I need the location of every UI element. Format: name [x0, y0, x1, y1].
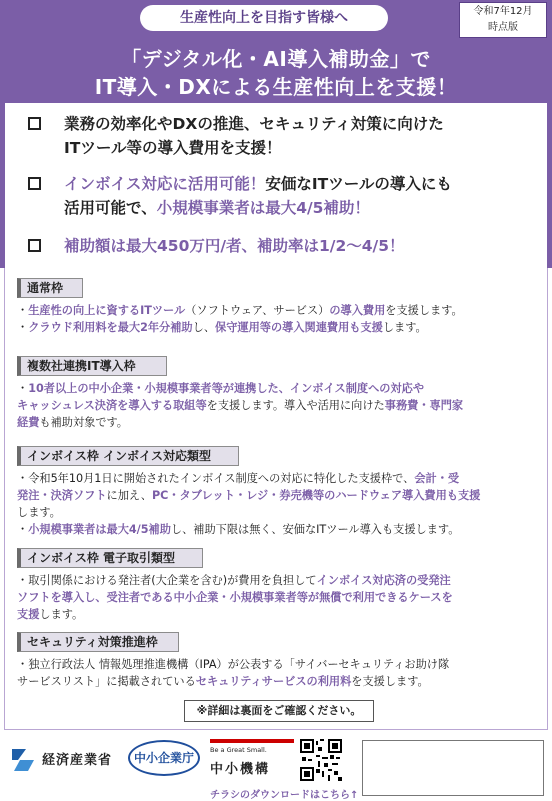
sme-agency-logo: 中小企業庁 — [128, 740, 200, 776]
bullet-item — [28, 112, 540, 160]
checkbox-square-icon — [28, 177, 41, 190]
body-text: ・ — [17, 304, 29, 317]
edition-badge — [459, 2, 547, 38]
download-link[interactable]: チラシのダウンロードはこちら↑ — [210, 790, 359, 801]
bullet-highlight: 補助額は最大450万円/者、補助率は1/2～4/5！ — [64, 237, 405, 255]
section-line — [17, 397, 539, 414]
body-text: し、 — [192, 321, 216, 334]
section-title: セキュリティ対策推進枠 — [17, 632, 179, 652]
body-text: し、補助下限は無く、安価なITツール導入も支援します。 — [170, 523, 460, 536]
highlight-text: 会計・受 — [414, 472, 460, 485]
body-text: します。 — [39, 608, 84, 621]
section-line — [17, 606, 539, 623]
highlight-text: 事務費・専門家 — [384, 399, 464, 412]
highlight-text: 生産性の向上に資するITツール — [28, 304, 186, 317]
smrj-red-bar — [210, 739, 294, 743]
distributor-stamp-box — [362, 740, 544, 796]
body-text: ・令和5年10月1日に開始されたインボイス制度への対応に特化した支援枠で、 — [17, 472, 415, 485]
section-line — [17, 319, 539, 336]
section-title: インボイス枠 電子取引類型 — [17, 548, 203, 568]
footer — [0, 733, 552, 800]
highlight-text: の導入費用 — [329, 304, 386, 317]
bullet-highlight: インボイス対応に活用可能！ — [64, 175, 266, 193]
body-text: に加え、 — [106, 489, 152, 502]
smrj-tagline: Be a Great Small. — [210, 746, 267, 754]
bullet-item — [28, 172, 540, 220]
section-title: インボイス枠 インボイス対応類型 — [17, 446, 239, 466]
qr-code-icon[interactable] — [300, 739, 342, 781]
highlight-text: 発注・決済ソフト — [17, 489, 107, 502]
body-text: ・ — [17, 321, 29, 334]
audience-pill: 生産性向上を目指す皆様へ — [140, 5, 388, 31]
smrj-name: 中小機構 — [210, 762, 271, 777]
highlight-text: 保守運用等の導入関連費用も支援 — [215, 321, 383, 334]
section-line — [17, 302, 539, 319]
section-line — [17, 589, 539, 606]
body-text: を支援します。 — [351, 675, 429, 688]
details-notice: ※詳細は裏面をご確認ください。 — [184, 700, 374, 722]
edition-label: 時点版 — [488, 22, 518, 33]
header-banner — [0, 0, 552, 103]
highlight-text: 支援 — [17, 608, 40, 621]
section-body — [17, 302, 539, 336]
section-body — [17, 380, 539, 431]
meti-logo-icon — [8, 745, 38, 775]
body-text: を支援します。 — [385, 304, 463, 317]
highlight-text: セキュリティサービスの利用料 — [195, 675, 352, 688]
body-text: します。 — [17, 506, 61, 519]
highlight-text: PC・タブレット・レジ・券売機等のハードウェア導入費用も支援 — [151, 489, 481, 502]
checkbox-square-icon — [28, 239, 41, 252]
section-title: 複数社連携IT導入枠 — [17, 356, 167, 376]
body-text: （ソフトウェア、サービス） — [185, 304, 330, 317]
body-text: ・ — [17, 523, 29, 536]
highlight-text: キャッシュレス決済を導入する取組等 — [17, 399, 207, 412]
section-line — [17, 487, 539, 504]
highlight-text: 経費 — [17, 416, 40, 429]
support-frames-panel — [4, 268, 548, 730]
smrj-logo — [210, 739, 294, 783]
bullet-line — [28, 172, 540, 196]
section-line — [17, 572, 539, 589]
checkbox-square-icon — [28, 117, 41, 130]
section-line — [17, 521, 539, 538]
bullet-line — [28, 196, 540, 220]
section-line — [17, 673, 539, 690]
body-text: ・独立行政法人 情報処理推進機構（IPA）が公表する「サイバーセキュリティお助け隊 — [17, 658, 450, 671]
section-line — [17, 380, 539, 397]
section-line — [17, 470, 539, 487]
bullet-text: 安価なITツールの導入にも — [265, 175, 452, 193]
section-line — [17, 414, 539, 431]
highlight-text: 小規模事業者は最大4/5補助 — [28, 523, 171, 536]
bullet-highlight: 小規模事業者は最大4/5補助！ — [156, 199, 370, 217]
edition-date: 令和7年12月 — [473, 6, 533, 17]
body-text: ・ — [17, 382, 29, 395]
section-body — [17, 572, 539, 623]
bullet-line: ITツール等の導入費用を支援！ — [64, 139, 282, 157]
body-text: ・取引関係における発注者(大企業を含む)が費用を負担して — [17, 574, 317, 587]
body-text: を支援します。導入や活用に向けた — [206, 399, 385, 412]
highlight-text: クラウド利用料を最大2年分補助 — [28, 321, 193, 334]
section-body — [17, 470, 539, 538]
bullet-item — [28, 234, 540, 258]
highlight-text: インボイス対応済の受発注 — [316, 574, 451, 587]
highlight-text: 10者以上の中小企業・小規模事業者等が連携した、インボイス制度への対応や — [28, 382, 425, 395]
meti-name: 経済産業省 — [42, 753, 113, 768]
highlight-text: ソフトを導入し、受注者である中小企業・小規模事業者等が無償で利用できるケースを — [17, 591, 453, 604]
section-title: 通常枠 — [17, 278, 83, 298]
bullet-line: 業務の効率化やDXの推進、セキュリティ対策に向けた — [64, 115, 444, 133]
headline-line-1: 「デジタル化・AI導入補助金」で — [121, 47, 431, 71]
section-line — [17, 656, 539, 673]
section-line — [17, 504, 539, 521]
body-text: も補助対象です。 — [39, 416, 128, 429]
body-text: します。 — [382, 321, 427, 334]
headline-line-2: IT導入・DXによる生産性向上を支援！ — [94, 75, 458, 99]
section-body — [17, 656, 539, 690]
body-text: サービスリスト」に掲載されている — [17, 675, 196, 688]
bullet-text: 活用可能で、 — [64, 199, 157, 217]
